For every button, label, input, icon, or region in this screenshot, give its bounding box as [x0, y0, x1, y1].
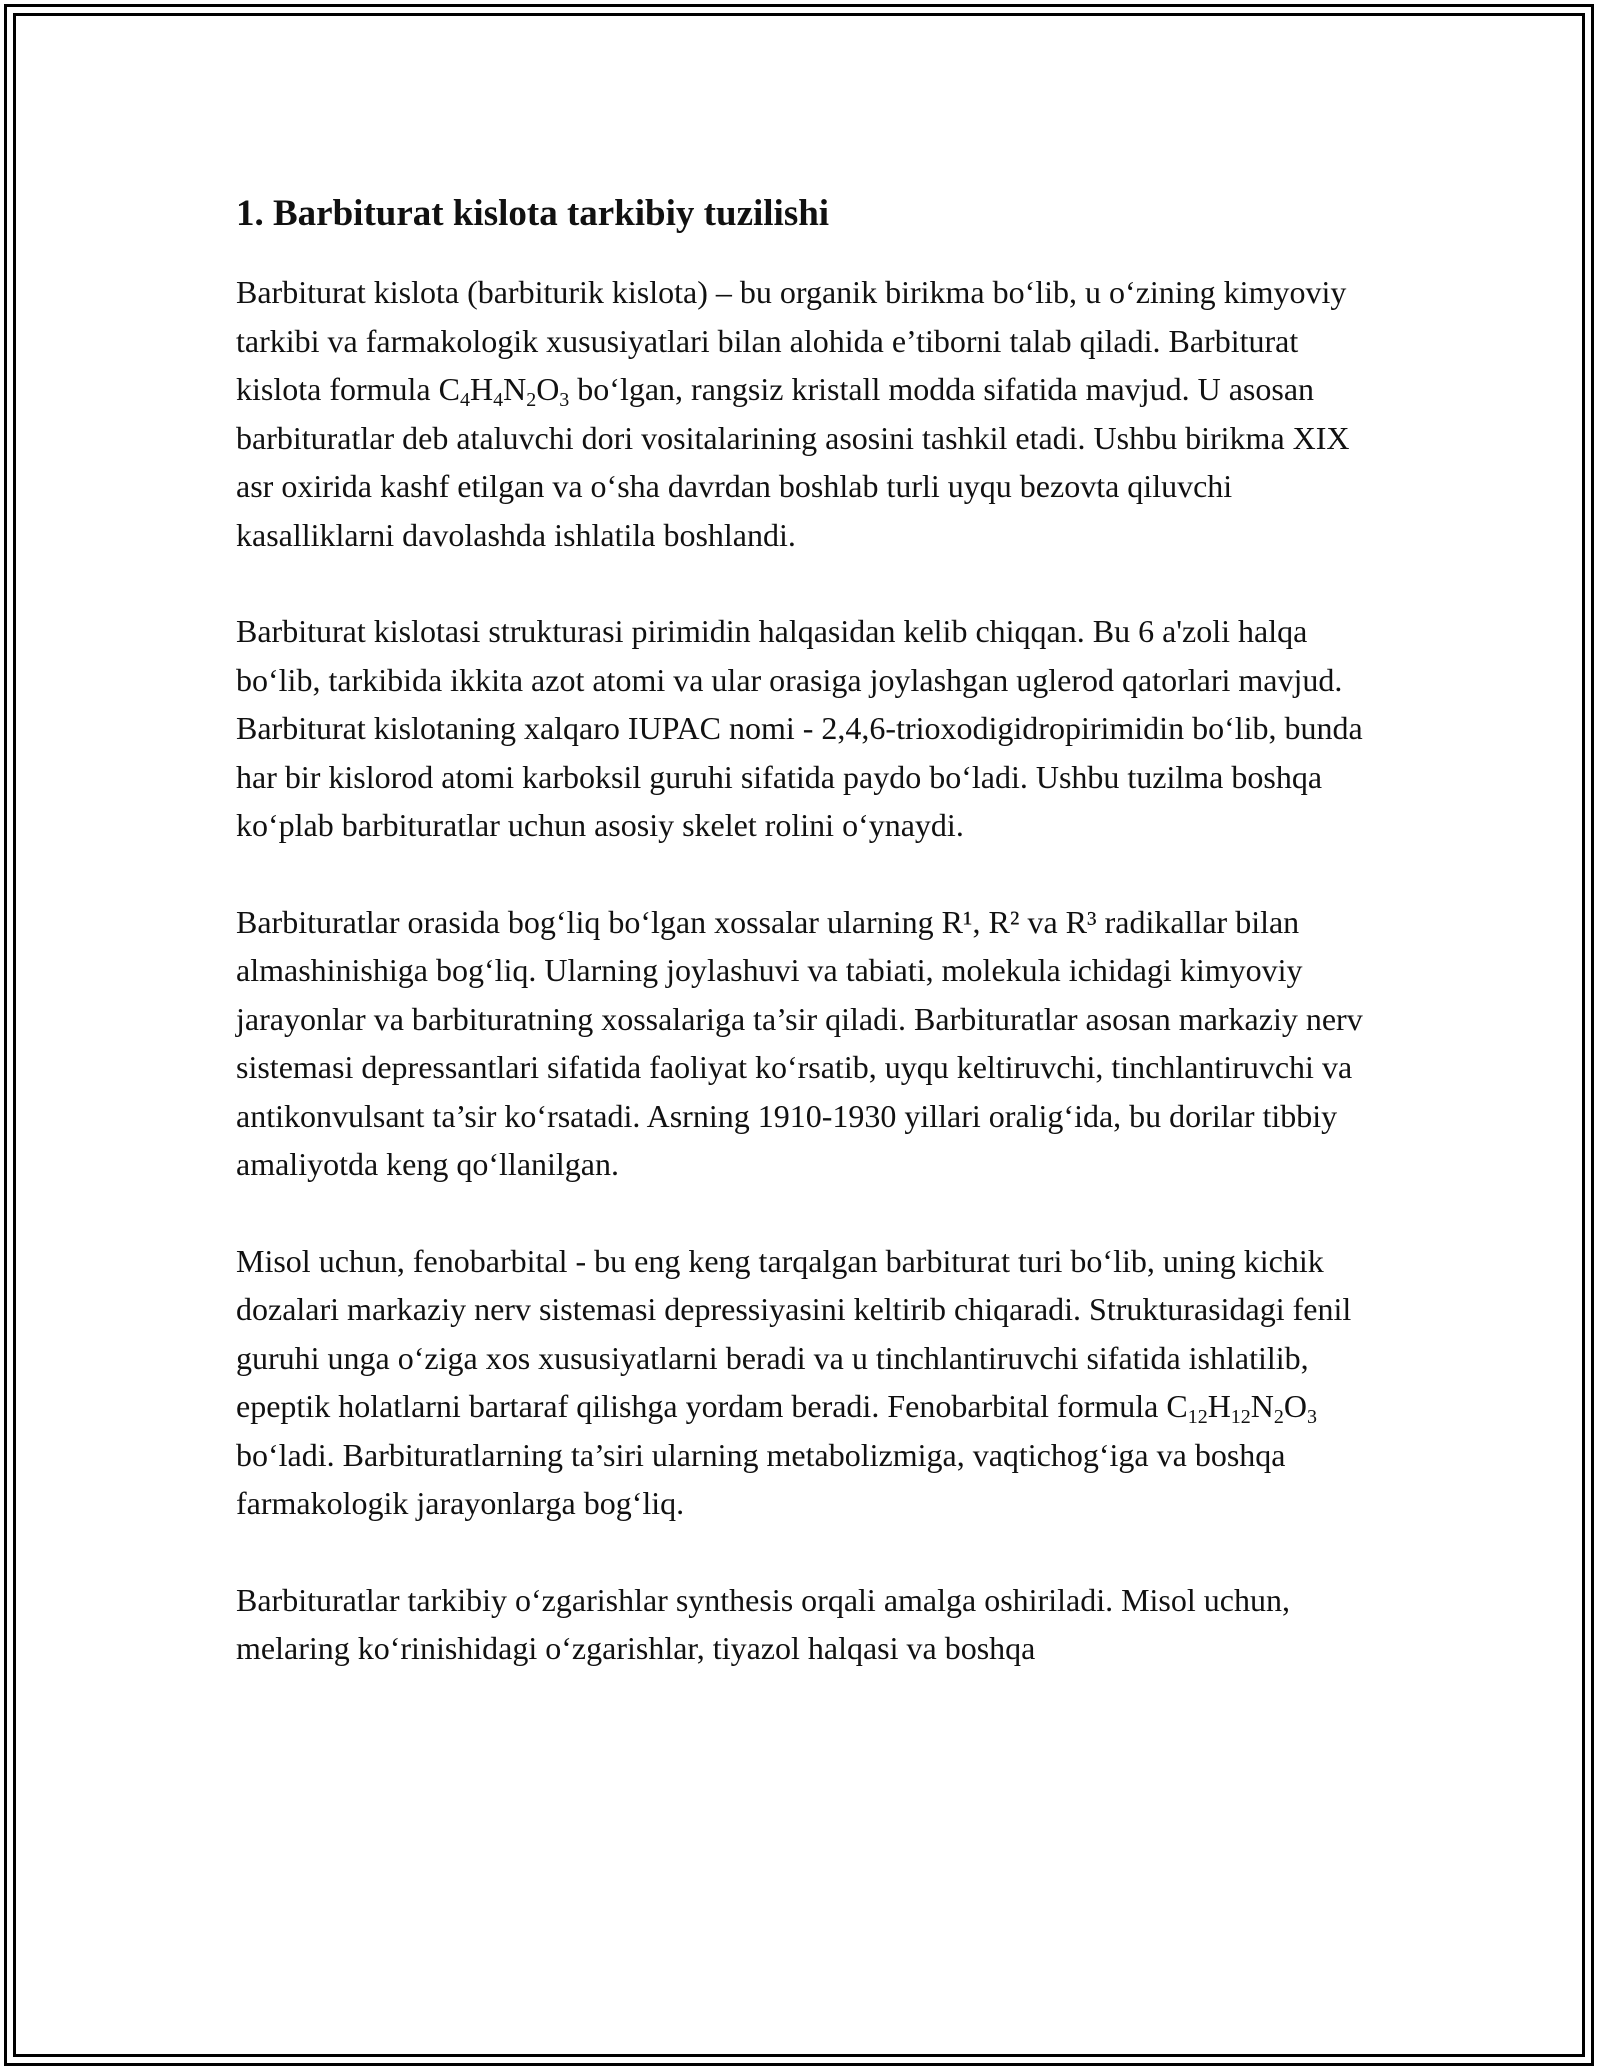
- paragraph-4: [236, 1237, 1386, 1528]
- paragraph-4-text-start: Misol uchun, fenobarbital - bu eng keng tarqalgan barbiturat turi bo‘lib, uning kichik dozalari markaziy nerv sistemasi depressiyasini keltirib chiqaradi. Strukturasidagi fenil guruhi unga o‘ziga xos xususiyatlarni beradi va u tinchlantiruvchi sifatida ishlatilib, epeptik holatlarni bartaraf qilishga yordam beradi. Fenobarbital formula: [236, 1242, 1352, 1424]
- chemical-formula-barbituric-acid: $C_4H_4N_2O_3$: [438, 371, 570, 411]
- paragraph-1: [236, 268, 1386, 559]
- paragraph-5: Barbituratlar tarkibiy o‘zgarishlar synthesis orqali amalga oshiriladi. Misol uchun, melaring ko‘rinishidagi o‘zgarishlar, tiyazol halqasi va boshqa: [236, 1581, 1290, 1666]
- paragraph-2: Barbiturat kislotasi strukturasi pirimidin halqasidan kelib chiqqan. Bu 6 a'zoli halqa bo‘lib, tarkibida ikkita azot atomi va ular orasiga joylashgan uglerod qatorlari mavjud. Barbiturat kislotaning xalqaro IUPAC nomi - 2,4,6-trioxodigidropirimidin bo‘lib, bunda har bir kislorod atomi karboksil guruhi sifatida paydo bo‘ladi. Ushbu tuzilma boshqa ko‘plab barbituratlar uchun asosiy skelet rolini o‘ynaydi.: [236, 613, 1363, 843]
- paragraph-4-text-end: bo‘ladi. Barbituratlarning ta’siri ularning metabolizmiga, vaqtichog‘iga va boshqa farmakologik jarayonlarga bog‘liq.: [236, 1436, 1286, 1521]
- paragraph-1-text-end: bo‘lgan, rangsiz kristall modda sifatida mavjud. U asosan barbituratlar deb ataluvchi dori vositalarining asosini tashkil etadi. Ushbu birikma XIX asr oxirida kashf etilgan va o‘sha davrdan boshlab turli uyqu bezovta qiluvchi kasalliklarni davolashda ishlatila boshlandi.: [236, 371, 1350, 553]
- document-body: [236, 190, 1386, 1721]
- paragraph-3: Barbituratlar orasida bog‘liq bo‘lgan xossalar ularning R¹, R² va R³ radikallar bilan almashinishiga bog‘liq. Ularning joylashuvi va tabiati, molekula ichidagi kimyoviy jarayonlar va barbituratning xossalariga ta’sir qiladi. Barbituratlar asosan markaziy nerv sistemasi depressantlari sifatida faoliyat ko‘rsatib, uyqu keltiruvchi, tinchlantiruvchi va antikonvulsant ta’sir ko‘rsatadi. Asrning 1910-1930 yillari oralig‘ida, bu dorilar tibbiy amaliyotda keng qo‘llanilgan.: [236, 903, 1363, 1182]
- chemical-formula-phenobarbital: $C_{12}H_{12}N_2O_3$: [1166, 1388, 1318, 1428]
- paragraph-1-text-start: Barbiturat kislota (barbiturik kislota) – bu organik birikma bo‘lib, u o‘zining kimyoviy tarkibi va farmakologik xususiyatlari bilan alohida e’tiborni talab qiladi. Barbiturat kislota formula: [236, 274, 1347, 407]
- section-heading: 1. Barbiturat kislota tarkibiy tuzilishi: [236, 193, 830, 234]
